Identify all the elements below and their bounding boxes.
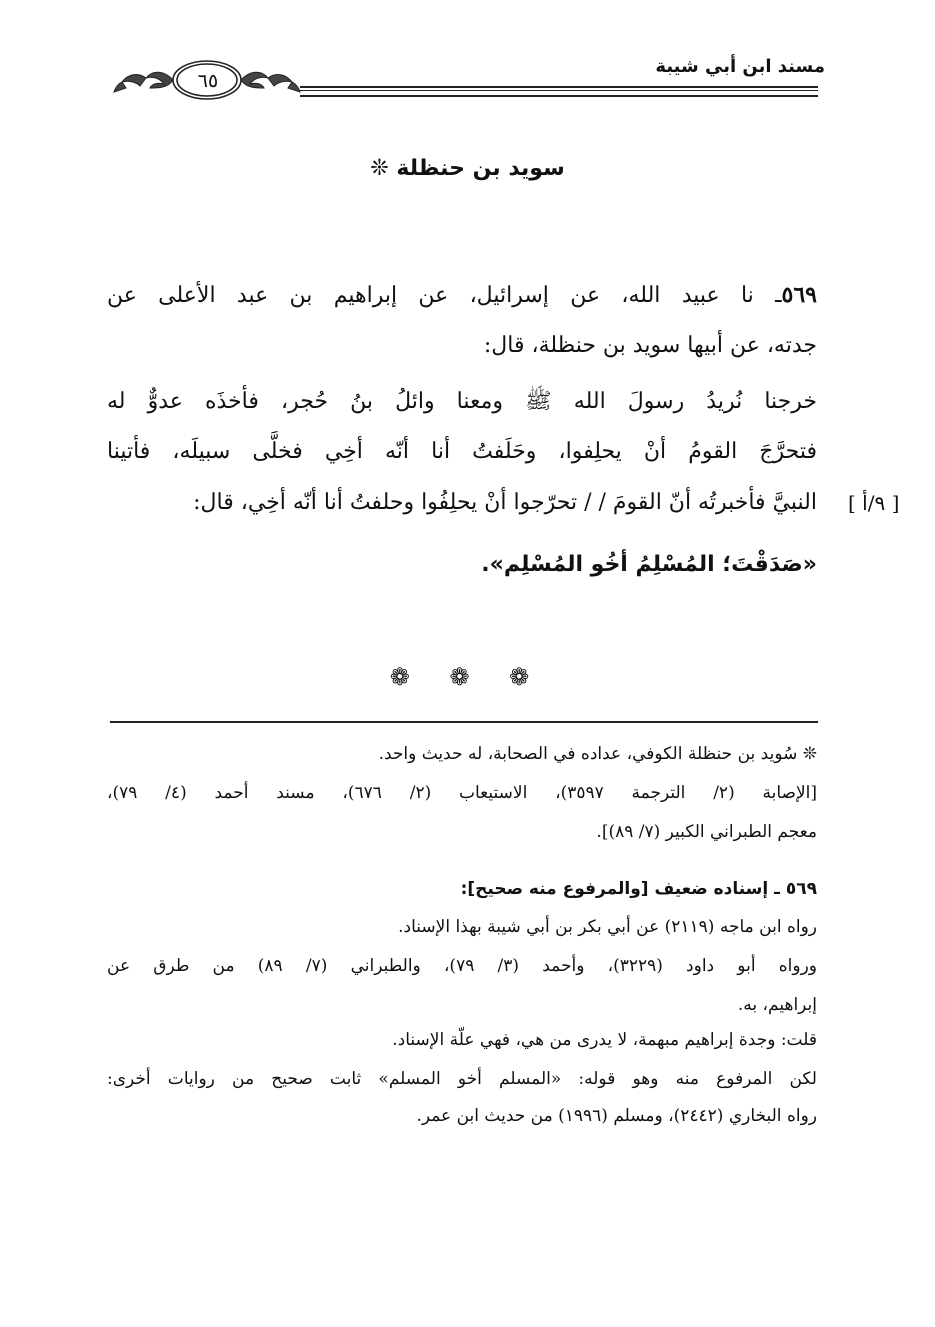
footnote-grading-heading: ٥٦٩ ـ إسناده ضعيف [والمرفوع منه صحيح]: [460, 879, 817, 899]
chapter-title: سويد بن حنظلة ❊ [370, 156, 565, 181]
hadith-line-2: جدته، عن أبيها سويد بن حنظلة، قال: [483, 333, 817, 358]
running-title: مسند ابن أبي شيبة [655, 56, 825, 77]
hadith-line-4: فتحرَّجَ القومُ أنْ يحلِفوا، وحَلَفتُ أنا أنّه أخِي فخلَّى سبيلَه، فأتينا [107, 439, 817, 464]
footnote-grading-line-5: لكن المرفوع منه وهو قوله: «المسلم أخو المسلم» ثابت صحيح من روايات أخرى: [107, 1069, 817, 1089]
hadith-line-1: ٥٦٩ـ نا عبيد الله، عن إسرائيل، عن إبراهيم بن عبد الأعلى عن [107, 282, 817, 308]
footnote-narrator-line-3: معجم الطبراني الكبير (٧/ ٨٩)]. [596, 822, 817, 842]
manuscript-folio-marker: [ ٩/أ ] [848, 491, 900, 515]
section-separator-stars: ❁ ❁ ❁ [389, 663, 546, 691]
footnote-grading-line-4: قلت: وجدة إبراهيم مبهمة، لا يدرى من هي، فهي علّة الإسناد. [392, 1030, 817, 1050]
footnote-rule [110, 721, 818, 723]
header-rule [300, 86, 818, 97]
footnote-narrator-line-2: [الإصابة (٢/ الترجمة ٣٥٩٧)، الاستيعاب (٢/ ٦٧٦)، مسند أحمد (٤/ ٧٩)، [107, 783, 817, 803]
footnote-narrator-line-1: ❊ سُويد بن حنظلة الكوفي، عداده في الصحابة، له حديث واحد. [378, 744, 817, 764]
footnote-grading-line-2: ورواه أبو داود (٣٢٢٩)، وأحمد (٣/ ٧٩)، والطبراني (٧/ ٨٩) من طرق عن [107, 956, 817, 976]
page-number: ٦٥ [197, 70, 219, 92]
hadith-line-3: خرجنا نُريدُ رسولَ الله ﷺ ومعنا وائلُ بنُ حُجر، فأخذَه عدوٌّ له [107, 389, 817, 414]
hadith-number: ٥٦٩ [781, 282, 817, 308]
hadith-line-5: النبيَّ فأخبرتُه أنّ القومَ / / تحرّجوا أنْ يحلِفُوا وحلفتُ أنا أنّه أخِي، قال: [193, 490, 817, 515]
footnote-grading-line-1: رواه ابن ماجه (٢١١٩) عن أبي بكر بن أبي شيبة بهذا الإسناد. [398, 917, 817, 937]
footnote-grading-line-6: رواه البخاري (٢٤٤٢)، ومسلم (١٩٩٦) من حديث ابن عمر. [416, 1106, 817, 1126]
prophet-saying: «صَدَقْتَ؛ المُسْلِمُ أخُو المُسْلِم». [481, 552, 817, 577]
footnote-grading-line-3: إبراهيم، به. [737, 995, 817, 1015]
